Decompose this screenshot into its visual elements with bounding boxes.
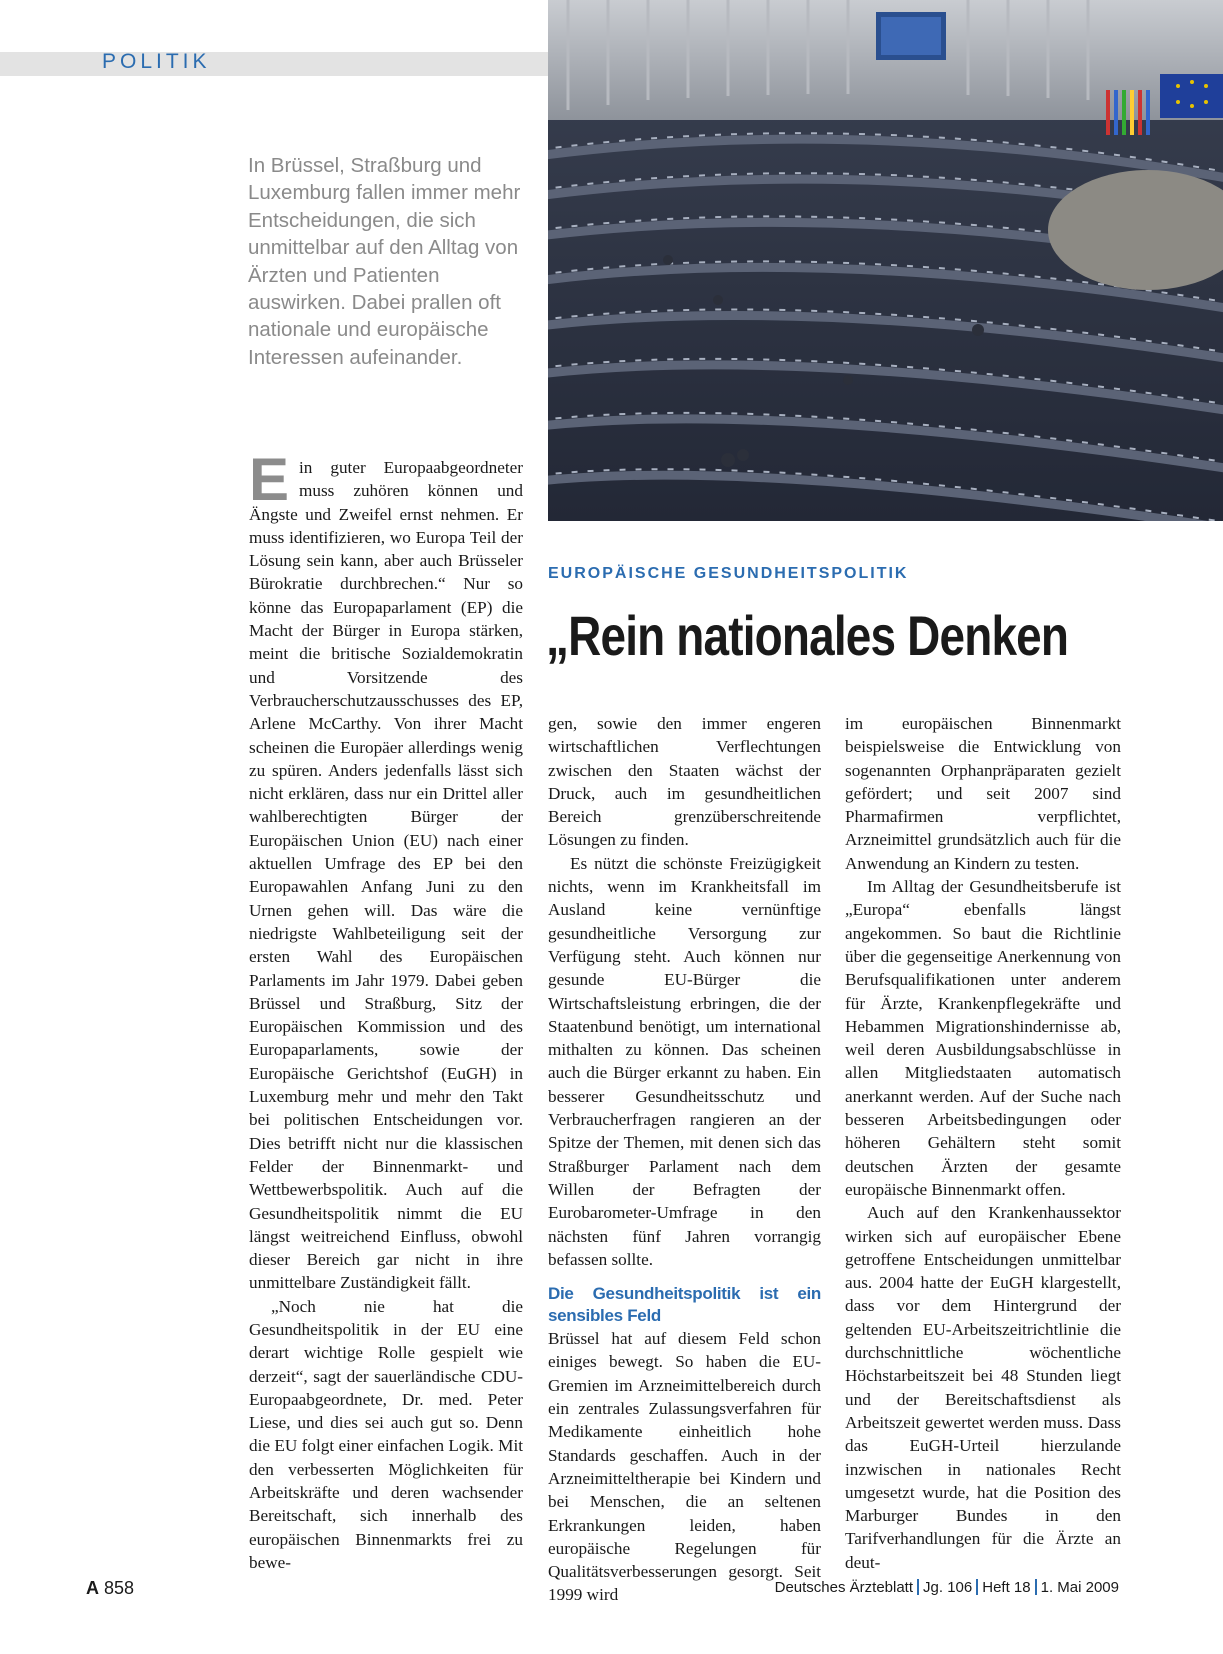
dropcap	[249, 456, 293, 502]
paragraph: Es nützt die schönste Freizügigkeit nichts, wenn im Krankheitsfall im Ausland keine vernünftige gesundheitliche Versorgung zur Verfügung steht. Auch können nur gesunde EU-Bürger die Wirtschaftsleistung erbringen, die der Staatenbund benötigt, um international mithalten zu können. Das scheinen auch die Bürger erkannt zu haben. Ein besserer Gesundheitsschutz und Verbraucherfragen rangieren an der Spitze der Themen, mit denen sich das Straßburger Parlament nach dem Willen der Befragten der Eurobarometer-Umfrage in den nächsten fünf Jahren vorrangig befassen sollte.	[548, 853, 821, 1269]
page-number-value: 858	[104, 1578, 135, 1598]
paragraph: in guter Europaabgeordneter muss zuhören können und Ängste und Zweifel ernst nehmen. Er muss identifizieren, wo Europa Teil der Lösung sein kann, aber auch Brüsseler Bürokratie durchbrechen.“ Nur so könne das Europaparlament (EP) die Macht der Bürger in Europa stärken, meint die britische Sozialdemokratin und Vorsitzende des Verbraucherschutzausschusses des EP, Arlene McCarthy. Von ihrer Macht scheinen die Europäer allerdings wenig zu spüren. Anders jedenfalls lässt sich nicht erklären, dass nur ein Drittel aller wahlberechtigten Bürger der Europäischen Union (EU) nach einer aktuellen Umfrage des EP bei den Europawahlen Anfang Juni zu den Urnen gehen will. Das wäre die niedrigste Wahlbeteiligung seit der ersten Wahl des Europäischen Parlaments im Jahr 1979. Dabei geben Brüssel und Straßburg, Sitz der Europäischen Kommission und des Europaparlaments, sowie der Europäische Gerichtshof (EuGH) in Luxemburg mehr und mehr den Takt bei politischen Entscheidungen vor. Dies betrifft nicht nur die klassischen Felder der Binnenmarkt- und Wettbewerbspolitik. Auch auf die Gesundheitspolitik nimmt die EU längst weitreichend Einfluss, obwohl dieser Bereich gar nicht in ihre unmittelbare Zuständigkeit fällt.	[249, 458, 523, 1293]
svg-text:E: E	[249, 456, 290, 502]
paragraph: Brüssel hat auf diesem Feld schon einiges bewegt. So haben die EU-Gremien im Arzneimittelbereich durch ein zentrales Zulassungsverfahren für Medikamente einheitlich hohe Standards geschaffen. Auch in der Arzneimitteltherapie bei Kindern und bei Menschen, die an seltenen Erkrankungen leiden, haben europäische Regelungen für Qualitätsverbesserungen gesorgt. Seit 1999 wird	[548, 1329, 821, 1605]
journal-issue: Heft 18	[982, 1579, 1031, 1596]
article-column-1	[249, 456, 523, 1574]
journal-footer	[775, 1579, 1119, 1596]
section-bar	[0, 52, 548, 76]
page-number	[86, 1578, 134, 1599]
paragraph: gen, sowie den immer engeren wirtschaftlichen Verflechtungen zwischen den Staaten wächst der Druck, auch im gesundheitlichen Bereich grenzüberschreitende Lösungen zu finden.	[548, 714, 821, 850]
article-kicker: EUROPÄISCHE GESUNDHEITSPOLITIK	[548, 565, 909, 582]
paragraph: Im Alltag der Gesundheitsberufe ist „Europa“ ebenfalls längst angekommen. So baut die Richtlinie über die gegenseitige Anerkennung von Berufsqualifikationen unter anderem für Ärzte, Krankenpflegekräfte und Hebammen Migrationshindernisse ab, weil deren Ausbildungsabschlüsse in allen Mitgliedstaaten automatisch anerkannt werden. Auf der Suche nach besseren Arbeitsbedingungen oder höheren Gehältern steht somit deutschen Ärzten der gesamte europäische Binnenmarkt offen.	[845, 877, 1121, 1199]
journal-name: Deutsches Ärzteblatt	[774, 1579, 914, 1596]
parliament-photo	[548, 0, 1223, 521]
paragraph: „Noch nie hat die Gesundheitspolitik in der EU eine derart wichtige Rolle gespielt wie derzeit“, sagt der sauerländische CDU-Europaabgeordnete, Dr. med. Peter Liese, und dies sei auch gut so. Denn die EU folgt einer einfachen Logik. Mit den verbesserten Möglichkeiten für Arbeitskräfte und deren wachsender Bereitschaft, sich innerhalb des europäischen Binnenmarkts frei zu bewe-	[249, 1296, 523, 1572]
journal-date: 1. Mai 2009	[1040, 1579, 1119, 1596]
paragraph: Auch auf den Krankenhaussektor wirken sich auf europäischer Ebene getroffene Entscheidungen unmittelbar aus. 2004 hatte der EuGH klargestellt, dass vor dem Hintergrund der geltenden EU-Arbeitszeitrichtlinie die durchschnittliche wöchentliche Höchstarbeitszeit bei 48 Stunden liegt und der Bereitschaftsdienst als Arbeitszeit gewertet werden muss. Dass das EuGH-Urteil hierzulande inzwischen in nationales Recht umgesetzt wurde, hat die Position des Marburger Bundes in den Tarifverhandlungen für die Ärzte an deut-	[845, 1203, 1121, 1572]
subheading: Die Gesundheitspolitik ist ein sensibles Feld	[548, 1284, 821, 1326]
article-headline: „Rein nationales Denken	[546, 604, 1069, 667]
teaser-text: In Brüssel, Straßburg und Luxemburg fallen immer mehr Entscheidungen, die sich unmittelbar auf den Alltag von Ärzten und Patienten auswirken. Dabei prallen oft nationale und europäische Interessen aufeinander.	[248, 154, 521, 369]
paragraph: im europäischen Binnenmarkt beispielsweise die Entwicklung von sogenannten Orphanpräparaten gezielt gefördert; und seit 2007 sind Pharmafirmen verpflichtet, Arzneimittel grundsätzlich auch für die Anwendung an Kindern zu testen.	[845, 714, 1121, 873]
article-column-3	[845, 712, 1121, 1574]
article-column-2	[548, 712, 821, 1607]
page-prefix: A	[86, 1578, 99, 1598]
section-label: POLITIK	[102, 50, 211, 73]
journal-volume: Jg. 106	[923, 1579, 973, 1596]
